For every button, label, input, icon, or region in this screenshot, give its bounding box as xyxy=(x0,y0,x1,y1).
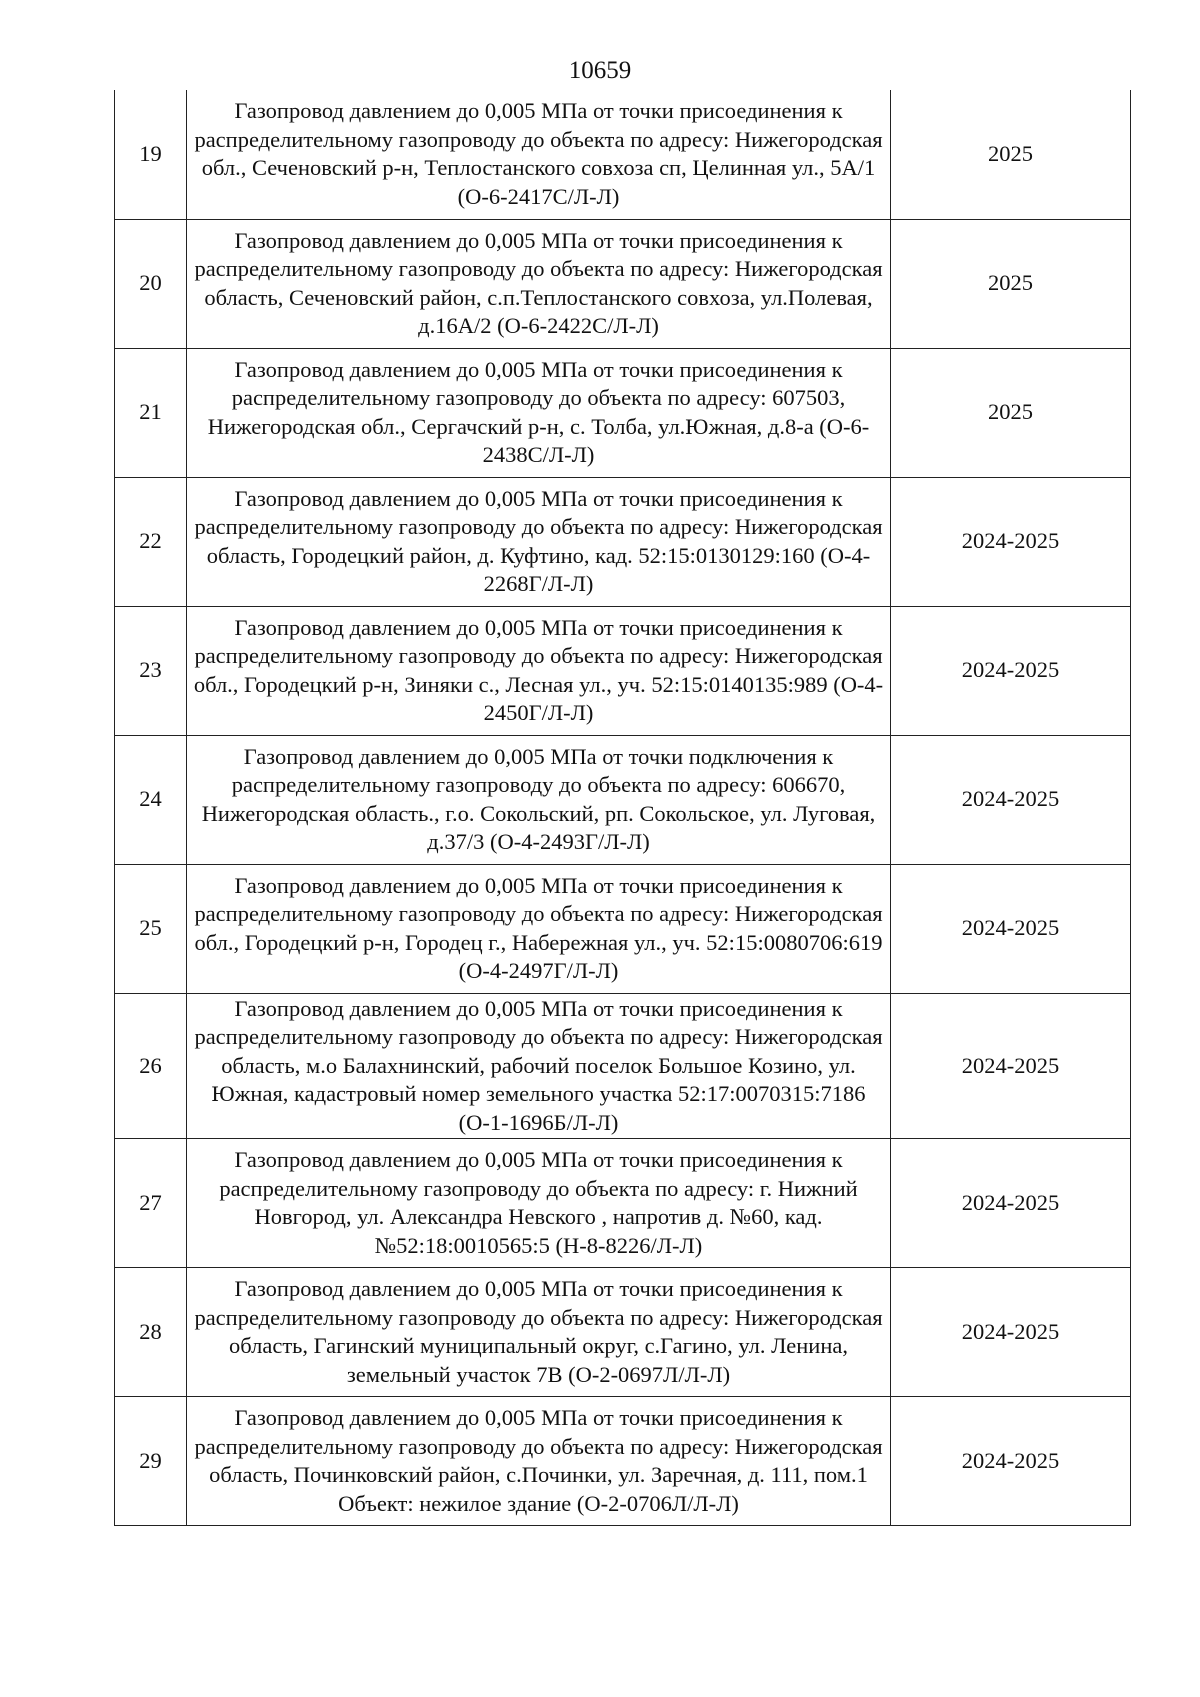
object-description: Газопровод давлением до 0,005 МПа от точки присоединения к распределительному газопроводу до объекта по адресу: 607503, Нижегородская обл., Сергачский р-н, с. Толба, ул.Южная, д.8-а (О-6-2438С/Л-Л) xyxy=(187,348,891,477)
construction-period: 2025 xyxy=(891,219,1131,348)
table-row xyxy=(115,993,1131,1139)
table-row xyxy=(115,1397,1131,1526)
row-number: 27 xyxy=(115,1139,187,1268)
object-description: Газопровод давлением до 0,005 МПа от точки присоединения к распределительному газопроводу до объекта по адресу: г. Нижний Новгород, ул. Александра Невского , напротив д. №60, кад. №52:18:0010565:5 (Н-8-8226/Л-Л) xyxy=(187,1139,891,1268)
construction-period: 2024-2025 xyxy=(891,1397,1131,1526)
object-description: Газопровод давлением до 0,005 МПа от точки присоединения к распределительному газопроводу до объекта по адресу: Нижегородская область, Починковский район, с.Починки, ул. Заречная, д. 111, пом.1 Объект: нежилое здание (О-2-0706Л/Л-Л) xyxy=(187,1397,891,1526)
object-description: Газопровод давлением до 0,005 МПа от точки присоединения к распределительному газопроводу до объекта по адресу: Нижегородская обл., Городецкий р-н, Зиняки с., Лесная ул., уч. 52:15:0140135:989 (О-4-2450Г/Л-Л) xyxy=(187,606,891,735)
object-description: Газопровод давлением до 0,005 МПа от точки присоединения к распределительному газопроводу до объекта по адресу: Нижегородская область, Гагинский муниципальный округ, с.Гагино, ул. Ленина, земельный участок 7В (О-2-0697Л/Л-Л) xyxy=(187,1268,891,1397)
row-number: 25 xyxy=(115,864,187,993)
row-number: 24 xyxy=(115,735,187,864)
row-number: 21 xyxy=(115,348,187,477)
construction-period: 2024-2025 xyxy=(891,1139,1131,1268)
row-number: 26 xyxy=(115,993,187,1139)
table-row xyxy=(115,219,1131,348)
construction-period: 2025 xyxy=(891,348,1131,477)
page-number: 10659 xyxy=(568,57,632,84)
construction-period: 2024-2025 xyxy=(891,477,1131,606)
table-row xyxy=(115,864,1131,993)
row-number: 23 xyxy=(115,606,187,735)
construction-period: 2024-2025 xyxy=(891,864,1131,993)
row-number: 20 xyxy=(115,219,187,348)
table-row xyxy=(115,90,1131,219)
object-description: Газопровод давлением до 0,005 МПа от точки присоединения к распределительному газопроводу до объекта по адресу: Нижегородская область, Городецкий район, д. Куфтино, кад. 52:15:0130129:160 (О-4-2268Г/Л-Л) xyxy=(187,477,891,606)
construction-period: 2024-2025 xyxy=(891,606,1131,735)
row-number: 28 xyxy=(115,1268,187,1397)
construction-period: 2024-2025 xyxy=(891,1268,1131,1397)
object-description: Газопровод давлением до 0,005 МПа от точки присоединения к распределительному газопроводу до объекта по адресу: Нижегородская область, м.о Балахнинский, рабочий поселок Большое Козино, ул. Южная, кадастровый номер земельного участка 52:17:0070315:7186 (О-1-1696Б/Л-Л) xyxy=(187,993,891,1139)
table-row xyxy=(115,1139,1131,1268)
table-row xyxy=(115,606,1131,735)
object-description: Газопровод давлением до 0,005 МПа от точки присоединения к распределительному газопроводу до объекта по адресу: Нижегородская обл., Сеченовский р-н, Теплостанского совхоза сп, Целинная ул., 5А/1 (О-6-2417С/Л-Л) xyxy=(187,90,891,219)
table-row xyxy=(115,735,1131,864)
construction-period: 2024-2025 xyxy=(891,735,1131,864)
object-description: Газопровод давлением до 0,005 МПа от точки присоединения к распределительному газопроводу до объекта по адресу: Нижегородская обл., Городецкий р-н, Городец г., Набережная ул., уч. 52:15:0080706:619 (О-4-2497Г/Л-Л) xyxy=(187,864,891,993)
row-number: 22 xyxy=(115,477,187,606)
table-row xyxy=(115,1268,1131,1397)
construction-period: 2024-2025 xyxy=(891,993,1131,1139)
row-number: 29 xyxy=(115,1397,187,1526)
table-row xyxy=(115,348,1131,477)
object-description: Газопровод давлением до 0,005 МПа от точки подключения к распределительному газопроводу до объекта по адресу: 606670, Нижегородская область., г.о. Сокольский, рп. Сокольское, ул. Луговая, д.37/3 (О-4-2493Г/Л-Л) xyxy=(187,735,891,864)
objects-table xyxy=(114,90,1131,1526)
object-description: Газопровод давлением до 0,005 МПа от точки присоединения к распределительному газопроводу до объекта по адресу: Нижегородская область, Сеченовский район, с.п.Теплостанского совхоза, ул.Полевая, д.16А/2 (О-6-2422С/Л-Л) xyxy=(187,219,891,348)
row-number: 19 xyxy=(115,90,187,219)
construction-period: 2025 xyxy=(891,90,1131,219)
table-row xyxy=(115,477,1131,606)
